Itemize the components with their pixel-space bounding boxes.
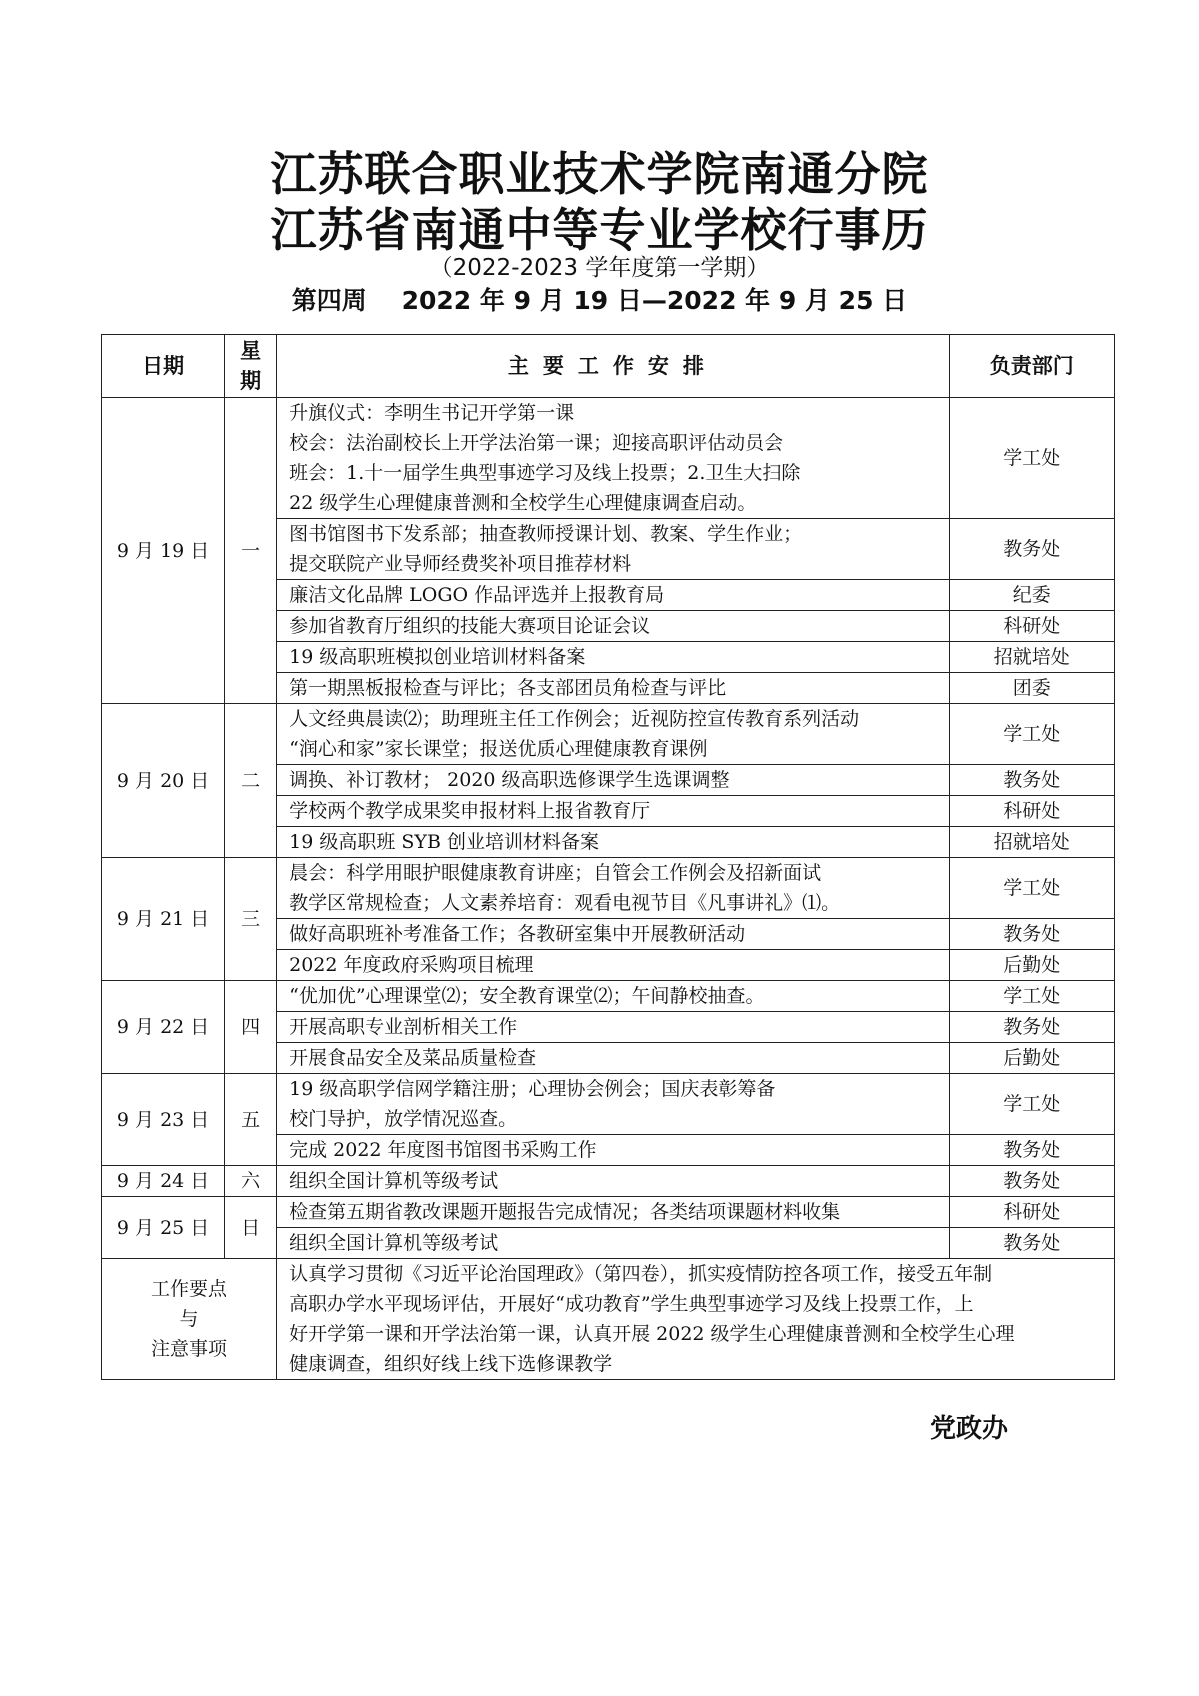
- dept-cell: 科研处: [949, 1197, 1114, 1228]
- dept-cell: 教务处: [949, 1135, 1114, 1166]
- schedule-row: [102, 1197, 1115, 1228]
- task-line: 校会：法治副校长上开学法治第一课；迎接高职评估动员会: [289, 432, 784, 454]
- task-line: 19 级高职班模拟创业培训材料备案: [289, 646, 586, 668]
- dept-cell: 学工处: [949, 704, 1114, 765]
- task-line: 人文经典晨读⑵；助理班主任工作例会；近视防控宣传教育系列活动: [289, 708, 860, 730]
- notes-row: [102, 1259, 1115, 1380]
- document-title-line2: 江苏省南通中等专业学校行事历: [270, 203, 929, 257]
- dept-cell: 学工处: [949, 398, 1114, 519]
- schedule-table: [101, 334, 1115, 1380]
- notes-line: 好开学第一课和开学法治第一课，认真开展 2022 级学生心理健康普测和全校学生心理: [289, 1323, 1015, 1345]
- schedule-row: [102, 1074, 1115, 1135]
- task-cell: [277, 827, 949, 858]
- task-line: 检查第五期省教改课题开题报告完成情况；各类结项课题材料收集: [289, 1201, 841, 1223]
- task-cell: [277, 796, 949, 827]
- task-line: 学校两个教学成果奖申报材料上报省教育厅: [289, 800, 651, 822]
- task-cell: [277, 1074, 949, 1135]
- task-cell: [277, 765, 949, 796]
- dept-cell: 教务处: [949, 1228, 1114, 1259]
- notes-line: 健康调查，组织好线上线下选修课教学: [289, 1353, 613, 1375]
- date-cell: 9 月 20 日: [102, 704, 225, 858]
- date-cell: 9 月 21 日: [102, 858, 225, 981]
- task-line: 2022 年度政府采购项目梳理: [289, 954, 534, 976]
- task-cell: [277, 1135, 949, 1166]
- task-line: 参加省教育厅组织的技能大赛项目论证会议: [289, 615, 651, 637]
- schedule-row: [102, 858, 1115, 919]
- dept-cell: 教务处: [949, 1166, 1114, 1197]
- task-line: 做好高职班补考准备工作；各教研室集中开展教研活动: [289, 923, 746, 945]
- task-line: 19 级高职学信网学籍注册；心理协会例会；国庆表彰筹备: [289, 1078, 776, 1100]
- notes-line: 认真学习贯彻《习近平论治国理政》（第四卷），抓实疫情防控各项工作，接受五年制: [289, 1263, 993, 1285]
- weekday-cell: 二: [225, 704, 277, 858]
- week-range: 第四周 2022 年 9 月 19 日—2022 年 9 月 25 日: [291, 286, 908, 315]
- task-line: 晨会：科学用眼护眼健康教育讲座；自管会工作例会及招新面试: [289, 862, 822, 884]
- dept-cell: 招就培处: [949, 642, 1114, 673]
- task-cell: [277, 1166, 949, 1197]
- date-cell: 9 月 25 日: [102, 1197, 225, 1259]
- date-cell: 9 月 19 日: [102, 398, 225, 704]
- notes-label: [102, 1259, 277, 1380]
- task-cell: [277, 981, 949, 1012]
- task-cell: [277, 1197, 949, 1228]
- task-cell: [277, 1043, 949, 1074]
- dept-cell: 学工处: [949, 858, 1114, 919]
- notes-body: [277, 1259, 1115, 1380]
- task-cell: [277, 611, 949, 642]
- task-line: 廉洁文化品牌 LOGO 作品评选并上报教育局: [289, 584, 665, 606]
- header-weekday-bottom: 期: [240, 369, 262, 393]
- task-line: 调换、补订教材； 2020 级高职选修课学生选课调整: [289, 769, 730, 791]
- task-line: 开展高职专业剖析相关工作: [289, 1016, 518, 1038]
- schedule-row: [102, 398, 1115, 519]
- dept-cell: 学工处: [949, 981, 1114, 1012]
- task-line: 第一期黑板报检查与评比；各支部团员角检查与评比: [289, 677, 727, 699]
- notes-label-line: 与: [179, 1308, 199, 1330]
- task-line: 图书馆图书下发系部；抽查教师授课计划、教案、学生作业；: [289, 523, 803, 545]
- task-line: 完成 2022 年度图书馆图书采购工作: [289, 1139, 597, 1161]
- dept-cell: 科研处: [949, 796, 1114, 827]
- notes-label-line: 工作要点: [151, 1278, 228, 1300]
- schedule-body: [102, 398, 1115, 1259]
- dept-cell: 纪委: [949, 580, 1114, 611]
- notes-line: 高职办学水平现场评估，开展好“成功教育”学生典型事迹学习及线上投票工作，上: [289, 1293, 974, 1315]
- weekday-cell: 日: [225, 1197, 277, 1259]
- notes-label-line: 注意事项: [151, 1338, 228, 1360]
- weekday-cell: 一: [225, 398, 277, 704]
- document-title-line1: 江苏联合职业技术学院南通分院: [270, 147, 929, 201]
- weekday-cell: 四: [225, 981, 277, 1074]
- header-weekday-top: 星: [240, 339, 262, 363]
- task-line: “优加优”心理课堂⑵；安全教育课堂⑵；午间静校抽查。: [289, 985, 765, 1007]
- dept-cell: 教务处: [949, 519, 1114, 580]
- task-line: 19 级高职班 SYB 创业培训材料备案: [289, 831, 599, 853]
- schedule-row: [102, 981, 1115, 1012]
- date-cell: 9 月 22 日: [102, 981, 225, 1074]
- task-cell: [277, 642, 949, 673]
- header-main-work: 主要工作安排: [277, 335, 949, 398]
- task-line: 升旗仪式：李明生书记开学第一课: [289, 402, 575, 424]
- dept-cell: 教务处: [949, 1012, 1114, 1043]
- weekday-cell: 六: [225, 1166, 277, 1197]
- dept-cell: 教务处: [949, 919, 1114, 950]
- task-cell: [277, 519, 949, 580]
- task-cell: [277, 919, 949, 950]
- document-subtitle: （2022-2023 学年度第一学期）: [429, 255, 770, 281]
- task-line: 组织全国计算机等级考试: [289, 1232, 499, 1254]
- header-row: [102, 335, 1115, 398]
- task-line: 开展食品安全及菜品质量检查: [289, 1047, 537, 1069]
- dept-cell: 招就培处: [949, 827, 1114, 858]
- task-line: 班会：1.十一届学生典型事迹学习及线上投票；2.卫生大扫除: [289, 462, 801, 484]
- header-weekday: [225, 335, 277, 398]
- schedule-row: [102, 704, 1115, 765]
- issuer-signature: 党政办: [930, 1414, 1009, 1444]
- date-cell: 9 月 23 日: [102, 1074, 225, 1166]
- dept-cell: 教务处: [949, 765, 1114, 796]
- task-cell: [277, 580, 949, 611]
- dept-cell: 团委: [949, 673, 1114, 704]
- task-cell: [277, 858, 949, 919]
- task-cell: [277, 950, 949, 981]
- task-line: 提交联院产业导师经费奖补项目推荐材料: [289, 553, 632, 575]
- task-cell: [277, 398, 949, 519]
- dept-cell: 后勤处: [949, 950, 1114, 981]
- task-cell: [277, 1228, 949, 1259]
- task-cell: [277, 704, 949, 765]
- task-line: 教学区常规检查；人文素养培育：观看电视节目《凡事讲礼》⑴。: [289, 892, 841, 914]
- task-cell: [277, 1012, 949, 1043]
- weekday-cell: 五: [225, 1074, 277, 1166]
- dept-cell: 学工处: [949, 1074, 1114, 1135]
- header-dept: 负责部门: [949, 335, 1114, 398]
- dept-cell: 后勤处: [949, 1043, 1114, 1074]
- task-line: 校门导护，放学情况巡查。: [289, 1108, 518, 1130]
- date-cell: 9 月 24 日: [102, 1166, 225, 1197]
- dept-cell: 科研处: [949, 611, 1114, 642]
- task-line: 22 级学生心理健康普测和全校学生心理健康调查启动。: [289, 492, 757, 514]
- task-line: 组织全国计算机等级考试: [289, 1170, 499, 1192]
- schedule-row: [102, 1166, 1115, 1197]
- header-date: 日期: [102, 335, 225, 398]
- task-cell: [277, 673, 949, 704]
- task-line: “润心和家”家长课堂；报送优质心理健康教育课例: [289, 738, 708, 760]
- weekday-cell: 三: [225, 858, 277, 981]
